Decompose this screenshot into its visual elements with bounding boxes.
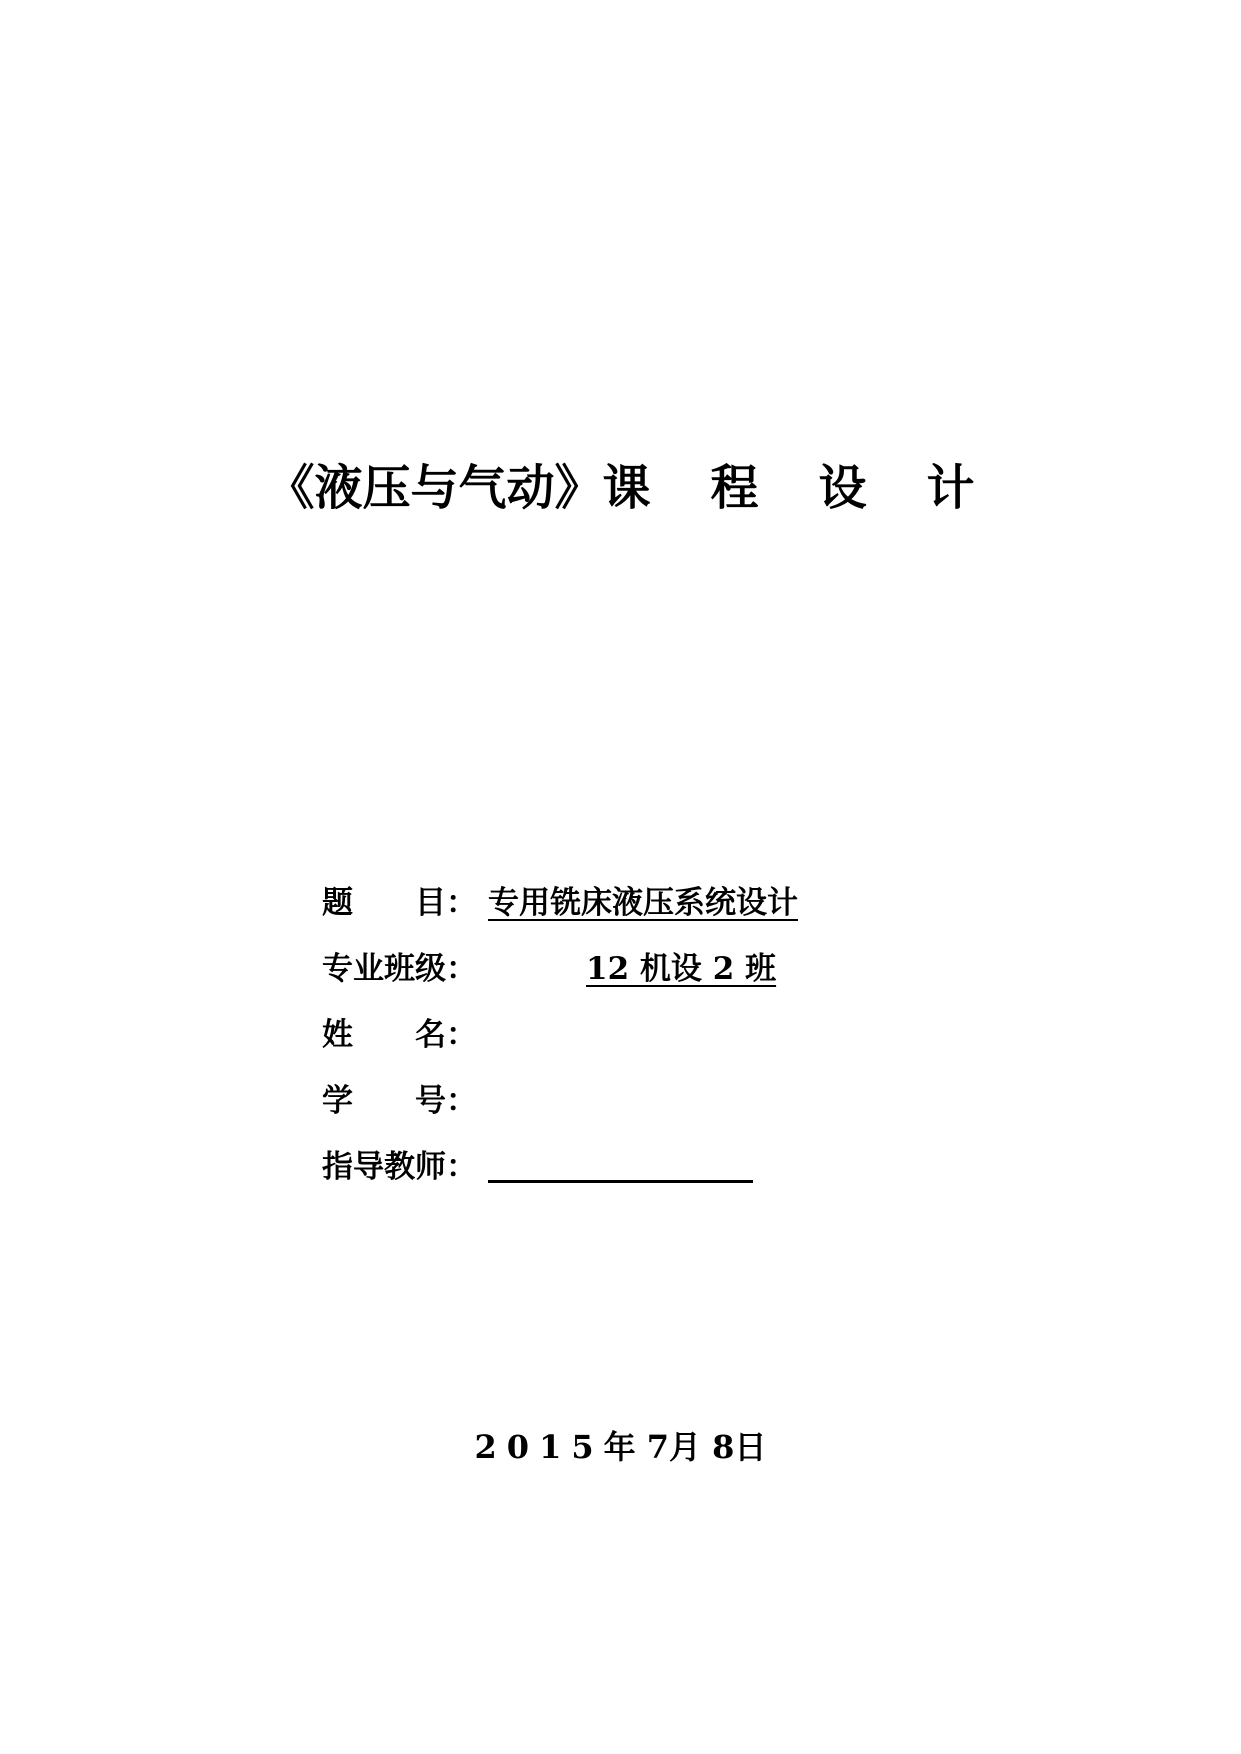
class-label: 专业班级： — [322, 951, 477, 987]
cover-info-block — [322, 870, 922, 1200]
info-row-topic — [322, 870, 922, 936]
date-day-unit: 日 — [734, 1428, 767, 1466]
date-day: 8 — [712, 1428, 735, 1466]
submission-date — [0, 1422, 1241, 1472]
title-char-2: 程 — [710, 460, 759, 516]
student-id-label: 学 号： — [322, 1083, 477, 1119]
topic-label: 题 目： — [322, 885, 477, 921]
date-year: 2015 — [474, 1428, 604, 1466]
info-row-name — [322, 1002, 922, 1068]
date-year-unit: 年 — [603, 1428, 636, 1466]
course-name: 《液压与气动》 — [266, 460, 603, 516]
advisor-label: 指导教师： — [322, 1149, 477, 1185]
course-design-title — [0, 458, 1241, 518]
info-row-student-id — [322, 1068, 922, 1134]
name-label: 姓 名： — [322, 1017, 477, 1053]
topic-value: 专用铣床液压系统设计 — [488, 885, 798, 921]
date-month-unit: 月 — [669, 1428, 702, 1466]
class-value: 12 机设 2 班 — [586, 951, 777, 987]
title-char-3: 设 — [818, 460, 867, 516]
info-row-class — [322, 936, 922, 1002]
title-char-4: 计 — [926, 460, 975, 516]
date-month: 7 — [646, 1428, 670, 1466]
title-char-1: 课 — [602, 460, 651, 516]
advisor-blank-line — [488, 1180, 753, 1183]
info-row-advisor — [322, 1134, 922, 1200]
